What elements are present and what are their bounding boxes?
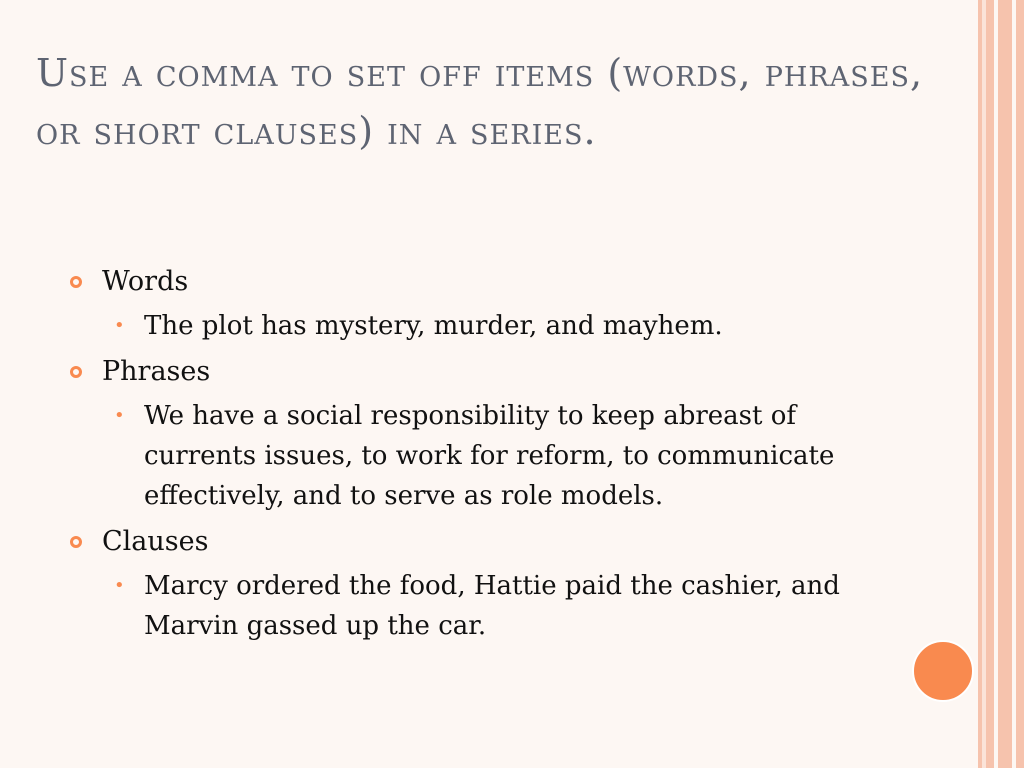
slide-title: Use a comma to set off items (words, phrases, or short clauses) in a series. <box>36 51 924 153</box>
edge-stripe <box>986 0 994 768</box>
dot-bullet-icon: • <box>114 405 125 426</box>
ring-bullet-icon <box>70 536 82 548</box>
bullet-list <box>70 262 900 652</box>
list-item-heading: Clauses <box>102 526 209 557</box>
ring-bullet-icon <box>70 276 82 288</box>
dot-bullet-icon: • <box>114 575 125 596</box>
list-item-phrases <box>70 352 900 392</box>
list-item-heading: Phrases <box>102 356 211 387</box>
edge-stripe <box>998 0 1012 768</box>
example-text: We have a social responsibility to keep abreast of currents issues, to work for reform, to communicate effectively, and to serve as role models. <box>144 401 835 511</box>
example-text: The plot has mystery, murder, and mayhem. <box>144 311 723 341</box>
decorative-circle <box>912 640 974 702</box>
edge-stripe <box>1016 0 1024 768</box>
list-item-clauses <box>70 522 900 562</box>
sub-list-item <box>70 566 844 646</box>
list-item-words <box>70 262 900 302</box>
dot-bullet-icon: • <box>114 315 125 336</box>
example-text: Marcy ordered the food, Hattie paid the cashier, and Marvin gassed up the car. <box>144 571 840 641</box>
sub-list-item <box>70 306 844 346</box>
sub-list-item <box>70 396 844 516</box>
ring-bullet-icon <box>70 366 82 378</box>
list-item-heading: Words <box>102 266 189 297</box>
